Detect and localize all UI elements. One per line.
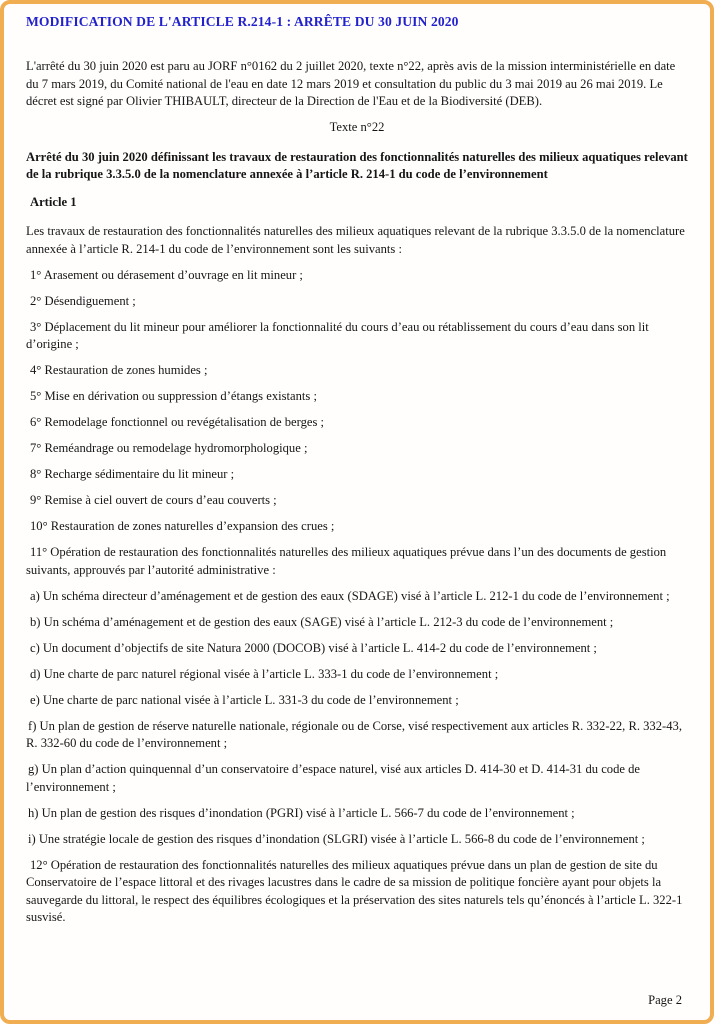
list-item-12: 12° Opération de restauration des fonctionnalités naturelles des milieux aquatiques prévue dans un plan de gestion de site du Conservatoire de l’espace littoral et des rivages lacustres dans le cadre de sa mission de politique foncière ayant pour objets la sauvegarde du littoral, le respect des équilibres écologiques et la préservation des sites naturels tels qu’énoncés à l’article L. 322-1 susvisé. — [26, 857, 683, 924]
list-item-5: 5° Mise en dérivation ou suppression d’étangs existants ; — [30, 389, 317, 403]
arrete-title-paragraph: Arrêté du 30 juin 2020 définissant les travaux de restauration des fonctionnalités naturelles des milieux aquatiques relevant de la rubrique 3.3.5.0 de la nomenclature annexée à l’article R. 214-1 du code de l’environnement — [26, 149, 688, 181]
page-title: MODIFICATION DE L'ARTICLE R.214-1 : ARRÊTE DU 30 JUIN 2020 — [26, 14, 459, 29]
list-item-10: 10° Restauration de zones naturelles d’expansion des crues ; — [30, 519, 335, 533]
sub-item-e: e) Une charte de parc national visée à l’article L. 331-3 du code de l’environnement ; — [30, 692, 459, 707]
sub-item-b: b) Un schéma d’aménagement et de gestion des eaux (SAGE) visé à l’article L. 212-3 du code de l’environnement ; — [30, 614, 614, 629]
list-item-1: 1° Arasement ou dérasement d’ouvrage en lit mineur ; — [30, 267, 303, 282]
sub-item-c: c) Un document d’objectifs de site Natura 2000 (DOCOB) visé à l’article L. 414-2 du code de l’environnement ; — [30, 640, 597, 655]
page-number: Page 2 — [648, 993, 682, 1007]
list-item-9: 9° Remise à ciel ouvert de cours d’eau couverts ; — [30, 493, 277, 507]
list-item-11: 11° Opération de restauration des fonctionnalités naturelles des milieux aquatiques prévue dans l’un des documents de gestion suivants, approuvés par l’autorité administrative : — [26, 545, 667, 577]
article-1-heading: Article 1 — [30, 194, 77, 209]
list-item-7: 7° Reméandrage ou remodelage hydromorphologique ; — [30, 441, 308, 455]
sub-item-f: f) Un plan de gestion de réserve naturelle nationale, régionale ou de Corse, visé respectivement aux articles R. 332-22, R. 332-43, R. 332-60 du code de l’environnement ; — [26, 718, 682, 750]
lead-paragraph: Les travaux de restauration des fonctionnalités naturelles des milieux aquatiques relevant de la rubrique 3.3.5.0 de la nomenclature annexée à l’article R. 214-1 du code de l’environnement sont les suivants : — [26, 224, 685, 256]
sub-item-a: a) Un schéma directeur d’aménagement et de gestion des eaux (SDAGE) visé à l’article L. 212-1 du code de l’environnement ; — [30, 588, 670, 603]
intro-paragraph: L'arrêté du 30 juin 2020 est paru au JORF n°0162 du 2 juillet 2020, texte n°22, après avis de la mission interministérielle en date du 7 mars 2019, du Comité national de l'eau en date 12 mars 2019 et consultation du public du 3 mai 2019 au 26 mai 2019. Le décret est signé par Olivier THIBAULT, directeur de la Direction de l'Eau et de la Biodiversité (DEB). — [26, 59, 676, 108]
sub-item-i: i) Une stratégie locale de gestion des risques d’inondation (SLGRI) visée à l’article L. 566-8 du code de l’environnement ; — [28, 831, 645, 846]
sub-item-g: g) Un plan d’action quinquennal d’un conservatoire d’espace naturel, visé aux articles D. 414-30 et D. 414-31 du code de l’environnement ; — [26, 762, 640, 794]
sub-item-h: h) Un plan de gestion des risques d’inondation (PGRI) visé à l’article L. 566-7 du code de l’environnement ; — [28, 805, 575, 820]
texte-number-label: Texte n°22 — [329, 120, 385, 134]
list-item-2: 2° Désendiguement ; — [30, 293, 136, 308]
list-item-3: 3° Déplacement du lit mineur pour améliorer la fonctionnalité du cours d’eau ou rétablissement du cours d’eau dans son lit d’origine ; — [26, 319, 649, 351]
sub-item-d: d) Une charte de parc naturel régional visée à l’article L. 333-1 du code de l’environnement ; — [30, 666, 499, 681]
list-item-8: 8° Recharge sédimentaire du lit mineur ; — [30, 467, 235, 481]
list-item-4: 4° Restauration de zones humides ; — [30, 363, 208, 377]
list-item-6: 6° Remodelage fonctionnel ou revégétalisation de berges ; — [30, 415, 325, 429]
